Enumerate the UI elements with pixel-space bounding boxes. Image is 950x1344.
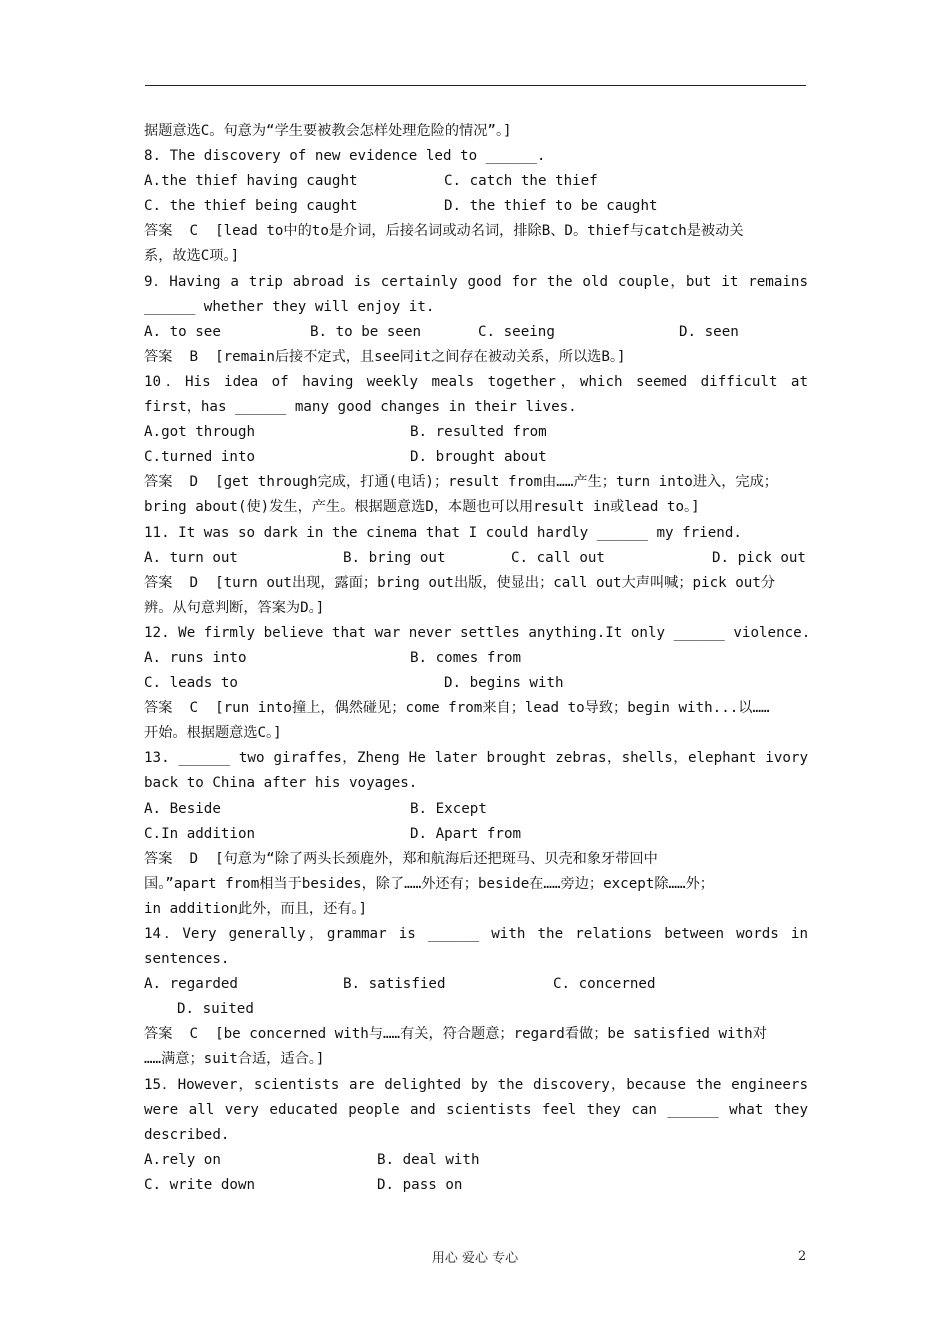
option-d: D. pass on bbox=[377, 1176, 463, 1193]
option-d: D. pick out bbox=[712, 549, 806, 566]
option-a: A. turn out bbox=[144, 549, 238, 566]
question-8-answer: 答案 C [lead to中的to是介词，后接名词或动名词，排除B、D。thief与catch是被动关 bbox=[144, 223, 744, 240]
question-9-stem: 9．Having a trip abroad is certainly good for the old couple，but it remains bbox=[144, 273, 808, 290]
option-d: D. Apart from bbox=[410, 825, 522, 842]
question-8-options-row2 bbox=[144, 194, 808, 219]
option-c: C. the thief being caught bbox=[144, 198, 358, 215]
question-10-answer: 答案 D [get through完成，打通(电话)；result from由……产生；turn into进入，完成； bbox=[144, 474, 778, 491]
question-8-stem: 8. The discovery of new evidence led to ______. bbox=[144, 148, 546, 165]
header-rule bbox=[145, 85, 806, 86]
option-c: C. concerned bbox=[553, 976, 656, 993]
option-a: A.got through bbox=[144, 424, 256, 441]
question-9-answer: 答案 B [remain后接不定式，且see同it之间存在被动关系，所以选B。] bbox=[144, 348, 626, 365]
question-11-answer-cont: 辨。从句意判断，答案为D。] bbox=[144, 599, 325, 616]
question-12-answer-cont: 开始。根据题意选C。] bbox=[144, 725, 282, 742]
option-c: C. catch the thief bbox=[444, 173, 598, 190]
question-14-answer: 答案 C [be concerned with与……有关，符合题意；regard看做；be satisfied with对 bbox=[144, 1026, 767, 1043]
question-11-stem: 11. It was so dark in the cinema that I could hardly ______ my friend. bbox=[144, 524, 742, 541]
option-a: A. runs into bbox=[144, 649, 247, 666]
question-15-options-row2 bbox=[144, 1173, 808, 1198]
question-9-stem-cont: ______ whether they will enjoy it. bbox=[144, 298, 435, 315]
question-12-options-row2 bbox=[144, 671, 808, 696]
page-content bbox=[144, 119, 811, 1198]
question-11-options bbox=[144, 546, 808, 571]
option-c: C. write down bbox=[144, 1176, 256, 1193]
question-13-stem: 13. ______ two giraffes，Zheng He later brought zebras，shells，elephant ivory bbox=[144, 750, 808, 767]
question-13-answer-cont: 国。”apart from相当于besides，除了……外还有；beside在……旁边；except除……外； bbox=[144, 875, 714, 892]
question-13-options-row2 bbox=[144, 822, 808, 847]
question-13-options-row1 bbox=[144, 797, 808, 822]
question-15-stem-cont2: described. bbox=[144, 1126, 230, 1143]
option-a: A. regarded bbox=[144, 976, 238, 993]
option-b: B. resulted from bbox=[410, 424, 547, 441]
option-b: B. bring out bbox=[343, 549, 446, 566]
option-c: C.turned into bbox=[144, 449, 256, 466]
question-14-options-row1 bbox=[144, 972, 808, 997]
question-14-answer-cont: ……满意；suit合适，适合。] bbox=[144, 1051, 325, 1068]
question-13-stem-cont: back to China after his voyages. bbox=[144, 775, 418, 792]
option-c: C.In addition bbox=[144, 825, 256, 842]
question-14-stem-cont: sentences. bbox=[144, 951, 230, 968]
question-10-answer-cont: bring about(使)发生，产生。根据题意选D，本题也可以用result in或lead to。] bbox=[144, 499, 700, 516]
intro-line: 据题意选C。句意为“学生要被教会怎样处理危险的情况”。] bbox=[144, 123, 512, 139]
question-10-stem-cont: first，has ______ many good changes in their lives. bbox=[144, 399, 577, 416]
question-12-answer: 答案 C [run into撞上，偶然碰见；come from来自；lead to导致；begin with...以…… bbox=[144, 700, 770, 717]
question-13-answer-cont2: in addition此外，而且，还有。] bbox=[144, 900, 368, 917]
option-d: D. the thief to be caught bbox=[444, 198, 658, 215]
question-15-options-row1 bbox=[144, 1148, 808, 1173]
option-a: A.the thief having caught bbox=[144, 173, 358, 190]
option-a: A.rely on bbox=[144, 1151, 221, 1168]
option-b: B. to be seen bbox=[310, 323, 422, 340]
question-15-stem: 15．However，scientists are delighted by the discovery，because the engineers bbox=[144, 1076, 808, 1093]
option-c: C. call out bbox=[511, 549, 605, 566]
option-c: C. leads to bbox=[144, 675, 238, 692]
question-9-options bbox=[144, 320, 808, 345]
question-10-options-row2 bbox=[144, 445, 808, 470]
question-13-answer: 答案 D [句意为“除了两头长颈鹿外，郑和航海后还把斑马、贝壳和象牙带回中 bbox=[144, 850, 658, 867]
question-10-stem: 10．His idea of having weekly meals together，which seemed difficult at bbox=[144, 373, 808, 390]
question-11-answer: 答案 D [turn out出现，露面；bring out出版，使显出；call out大声叫喊；pick out分 bbox=[144, 574, 776, 591]
question-14-stem: 14．Very generally，grammar is ______ with the relations between words in bbox=[144, 926, 808, 942]
option-c: C. seeing bbox=[478, 323, 555, 340]
option-d: D. brought about bbox=[410, 449, 547, 466]
question-10-options-row1 bbox=[144, 420, 808, 445]
question-14-options-row2 bbox=[144, 997, 808, 1022]
question-8-options-row1 bbox=[144, 169, 808, 194]
question-8-answer-cont: 系，故选C项。] bbox=[144, 248, 240, 265]
option-b: B. Except bbox=[410, 800, 487, 817]
page-number: 2 bbox=[798, 1249, 807, 1264]
question-15-stem-cont: were all very educated people and scientists feel they can ______ what they bbox=[144, 1101, 808, 1118]
question-12-options-row1 bbox=[144, 646, 808, 671]
option-a: A. Beside bbox=[144, 800, 221, 817]
question-12-stem: 12. We firmly believe that war never settles anything.It only ______ violence. bbox=[144, 624, 811, 641]
option-b: B. comes from bbox=[410, 649, 522, 666]
option-b: B. satisfied bbox=[343, 976, 446, 993]
option-d: D. suited bbox=[177, 1001, 254, 1018]
option-d: D. begins with bbox=[444, 675, 564, 692]
option-d: D. seen bbox=[679, 323, 739, 340]
footer-text: 用心 爱心 专心 bbox=[431, 1251, 519, 1266]
option-b: B. deal with bbox=[377, 1151, 480, 1168]
option-a: A. to see bbox=[144, 323, 221, 340]
